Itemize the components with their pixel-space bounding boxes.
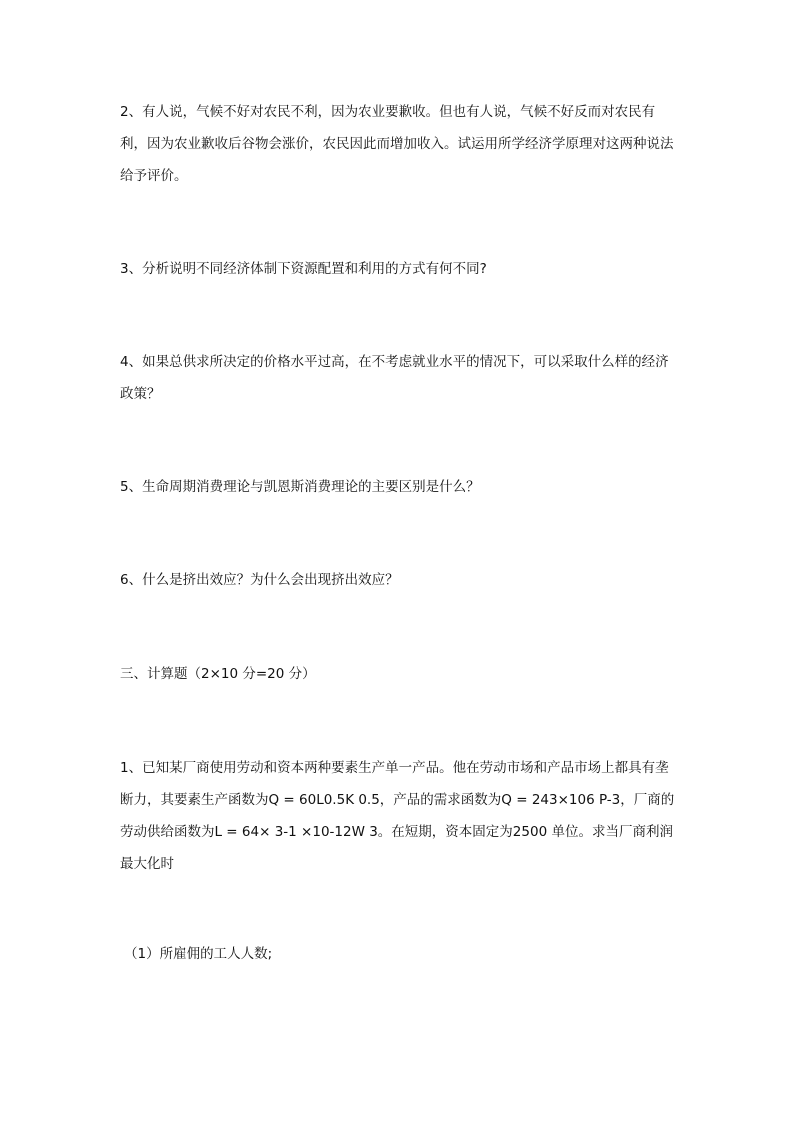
question-6: 6、什么是挤出效应？为什么会出现挤出效应？: [120, 572, 399, 588]
calculation-question-1-part-1: （1）所雇佣的工人人数;: [124, 946, 273, 962]
calculation-question-1: 1、已知某厂商使用劳动和资本两种要素生产单一产品。他在劳动市场和产品市场上都具有垄断力，其要素生产函数为Q = 60L0.5K 0.5，产品的需求函数为Q = 243×106 P-3，厂商的劳动供给函数为L = 64× 3-1 ×10-12W 3。在短期，资本固定为2500 单位。求当厂商利润最大化时: [120, 760, 675, 872]
section-3-title: 三、计算题（2×10 分=20 分）: [120, 666, 316, 682]
question-3: 3、分析说明不同经济体制下资源配置和利用的方式有何不同?: [120, 261, 487, 277]
question-5: 5、生命周期消费理论与凯恩斯消费理论的主要区别是什么？: [120, 479, 480, 495]
question-2: 2、有人说，气候不好对农民不利，因为农业要歉收。但也有人说，气候不好反而对农民有利，因为农业歉收后谷物会涨价，农民因此而增加收入。试运用所学经济学原理对这两种说法给予评价。: [120, 104, 674, 184]
question-4: 4、如果总供求所决定的价格水平过高，在不考虑就业水平的情况下，可以采取什么样的经济政策？: [120, 354, 669, 402]
